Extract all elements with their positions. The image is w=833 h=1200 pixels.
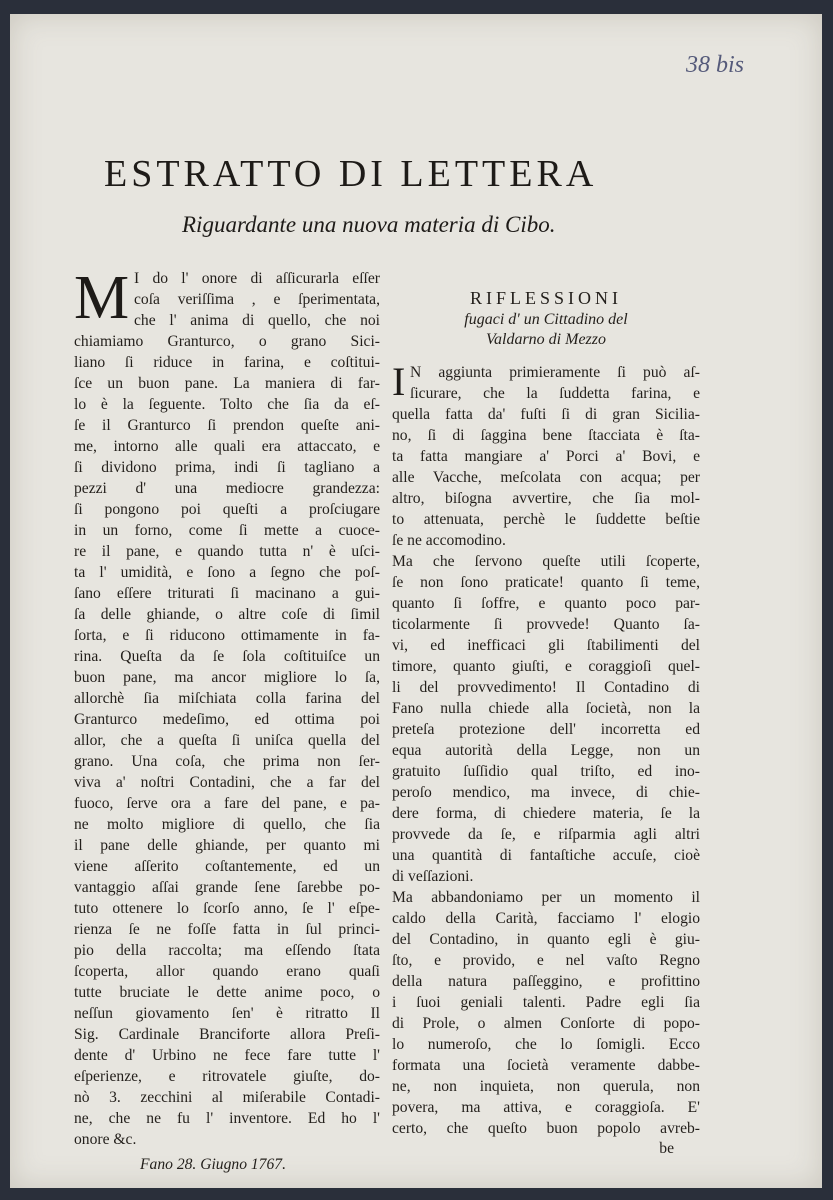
- text-line: ſorta, e ſi riducono ottimamente in fa-: [74, 627, 380, 644]
- text-line: I do l' onore di aſſicurarla eſſer: [134, 270, 380, 287]
- shelfmark-annotation: 38 bis: [686, 52, 745, 78]
- text-line: no, ſi di ſaggina bene ſtacciata è ſta-: [392, 427, 700, 444]
- right-column: [392, 286, 700, 1159]
- text-line: neſſun giovamento ſen' è ritratto Il: [74, 1005, 380, 1022]
- text-line: ne, che ne fu l' inventore. Ed ho l': [74, 1110, 380, 1127]
- text-line: ſe ne accomodino.: [392, 532, 506, 549]
- opening-paragraph: [74, 264, 380, 1150]
- text-line: provvede da ſe, e riſparmia agli altri: [392, 826, 700, 843]
- text-line: peroſo mendico, ma invece, di chie-: [392, 784, 700, 801]
- text-line: ſto, e provido, e nel vaſto Regno: [392, 952, 700, 969]
- text-line: ſa delle ghiande, o altre coſe di ſimil: [74, 606, 380, 623]
- subheading-line: Valdarno di Mezzo: [486, 331, 606, 348]
- text-line: coſa veriſſima , e ſperimentata,: [134, 291, 380, 308]
- dateline: Fano 28. Giugno 1767.: [140, 1156, 286, 1173]
- text-line: preteſa protezione dell' incorretta ed: [392, 721, 700, 738]
- drop-capital: I: [392, 359, 406, 404]
- text-line: altro, biſogna avvertire, che ſia mol-: [392, 490, 700, 507]
- text-line: ne, non inquieta, non querula, non: [392, 1078, 700, 1095]
- subheading-line: fugaci d' un Cittadino del: [464, 311, 628, 328]
- text-line: tuto ottenere lo ſcorſo anno, ſe l' eſpe-: [74, 900, 380, 917]
- text-line: N aggiunta primieramente ſi può aſ-: [410, 364, 700, 381]
- text-line: li del provvedimento! Il Contadino di: [392, 679, 700, 696]
- text-line: pio della raccolta; ma eſſendo ſtata: [74, 942, 380, 959]
- text-line: pezzi d' una mediocre grandezza:: [74, 480, 380, 497]
- text-line: to attenuata, perchè le ſuddette beſtie: [392, 511, 700, 528]
- text-line: onore &c.: [74, 1131, 137, 1148]
- text-line: il pane delle ghiande, per quanto mi: [74, 837, 380, 854]
- text-line: che l' anima di quello, che noi: [134, 312, 380, 329]
- text-line: timore, quanto giuſti, e coraggioſi quel-: [392, 658, 700, 675]
- text-line: rina. Queſta da ſe ſola coſtituiſce un: [74, 648, 380, 665]
- text-line: in un forno, come ſi mette a cuoce-: [74, 522, 380, 539]
- text-line: ta l' umidità, e ſono a ſegno che poſ-: [74, 564, 380, 581]
- text-line: formata una ſocietà veramente dabbe-: [392, 1057, 700, 1074]
- text-line: nò 3. zecchini al miſerabile Contadi-: [74, 1089, 380, 1106]
- text-line: povera, ma attiva, e coraggioſa. E': [392, 1099, 700, 1116]
- text-line: Ma che ſervono queſte utili ſcoperte,: [392, 553, 700, 570]
- section-heading: [392, 286, 700, 350]
- text-line: ne molto migliore di quello, che ſia: [74, 816, 380, 833]
- text-line: alle Vacche, meſcolata con acqua; per: [392, 469, 700, 486]
- text-line: eſperienze, e ritrovatele giuſte, do-: [74, 1068, 380, 1085]
- text-line: Fano nulla chiede alla ſocietà, non la: [392, 700, 700, 717]
- text-line: viva a' noſtri Contadini, che a far del: [74, 774, 380, 791]
- document-title: ESTRATTO DI LETTERA: [104, 153, 598, 195]
- text-line: dente d' Urbino ne fece fare tutte l': [74, 1047, 380, 1064]
- text-line: lo numeroſo, che lo ſomigli. Ecco: [392, 1036, 700, 1053]
- text-line: Granturco medeſimo, ed ottima poi: [74, 711, 380, 728]
- text-line: del Contadino, in quanto egli è giu-: [392, 931, 700, 948]
- text-line: vi, ed inefficaci gli ſtabilimenti del: [392, 637, 700, 654]
- text-line: liano ſi riduce in farina, e coſtitui-: [74, 354, 380, 371]
- text-line: una quantità di fantaſtiche accuſe, cioè: [392, 847, 700, 864]
- left-column: [74, 264, 380, 1176]
- text-line: quella fatta da' fuſti ſi di gran Sicilia-: [392, 406, 700, 423]
- text-line: ta fatta mangiare a' Porci a' Bovi, e: [392, 448, 700, 465]
- text-line: di Prole, o almen Conſorte di popo-: [392, 1015, 700, 1032]
- catchword: be: [659, 1140, 674, 1157]
- text-line: ſe non ſono praticate! quanto ſi teme,: [392, 574, 700, 591]
- text-line: re il pane, e quando tutta n' è uſci-: [74, 543, 380, 560]
- text-line: me, intorno alle quali era attaccato, e: [74, 438, 380, 455]
- text-line: viene aſſerito coſtantemente, ed un: [74, 858, 380, 875]
- text-line: gratuito ſuſſidio qual triſto, ed ino-: [392, 763, 700, 780]
- text-line: quanto ſi ſoffre, e quanto poco par-: [392, 595, 700, 612]
- paragraph: [392, 551, 700, 887]
- text-line: ſi dividono prima, indi ſi tagliano a: [74, 459, 380, 476]
- paragraph: [392, 887, 700, 1139]
- drop-capital: M: [74, 264, 130, 332]
- text-line: ticolarmente ſi provvede! Quanto ſa-: [392, 616, 700, 633]
- text-line: ſi pongono poi queſti a proſciugare: [74, 501, 380, 518]
- text-line: ſicurare, che la ſuddetta farina, e: [410, 385, 700, 402]
- paragraph: [392, 359, 700, 551]
- text-line: allorchè ſia miſchiata colla farina del: [74, 690, 380, 707]
- text-line: ſano eſſere triturati ſi macinano a gui-: [74, 585, 380, 602]
- text-line: di veſſazioni.: [392, 868, 474, 885]
- text-line: grano. Una coſa, che prima non ſer-: [74, 753, 380, 770]
- text-line: ſe il Granturco ſi prendon queſte ani-: [74, 417, 380, 434]
- text-line: caldo della Carità, facciamo l' elogio: [392, 910, 700, 927]
- text-line: chiamiamo Granturco, o grano Sici-: [74, 333, 380, 350]
- text-line: ſce un buon pane. La maniera di far-: [74, 375, 380, 392]
- text-line: vantaggio aſſai grande ſene ſarebbe po-: [74, 879, 380, 896]
- text-line: i ſuoi geniali talenti. Padre egli ſia: [392, 994, 700, 1011]
- heading-text: RIFLESSIONI: [469, 288, 622, 308]
- text-line: tutte bruciate le dette anime poco, o: [74, 984, 380, 1001]
- text-line: della natura paſſeggino, e profittino: [392, 973, 700, 990]
- text-line: Sig. Cardinale Branciforte allora Preſi-: [74, 1026, 380, 1043]
- text-line: ſcoperta, allor quando erano quaſi: [74, 963, 380, 980]
- text-line: equa autorità della Legge, non un: [392, 742, 700, 759]
- text-line: dere forma, di chiedere materia, ſe la: [392, 805, 700, 822]
- document-subtitle: Riguardante una nuova materia di Cibo.: [182, 212, 556, 237]
- text-line: rienza ſe ne foſſe fatta in ſul princi-: [74, 921, 380, 938]
- text-line: certo, che queſto buon popolo avreb-: [392, 1120, 700, 1137]
- text-line: buon pane, ma ancor migliore lo ſa,: [74, 669, 380, 686]
- text-line: fuoco, ſerve ora a fare del pane, e pa-: [74, 795, 380, 812]
- text-line: allor, che a queſta ſi uniſca quella del: [74, 732, 380, 749]
- text-line: lo è la ſeguente. Tolto che ſia da eſ-: [74, 396, 380, 413]
- text-line: Ma abbandoniamo per un momento il: [392, 889, 700, 906]
